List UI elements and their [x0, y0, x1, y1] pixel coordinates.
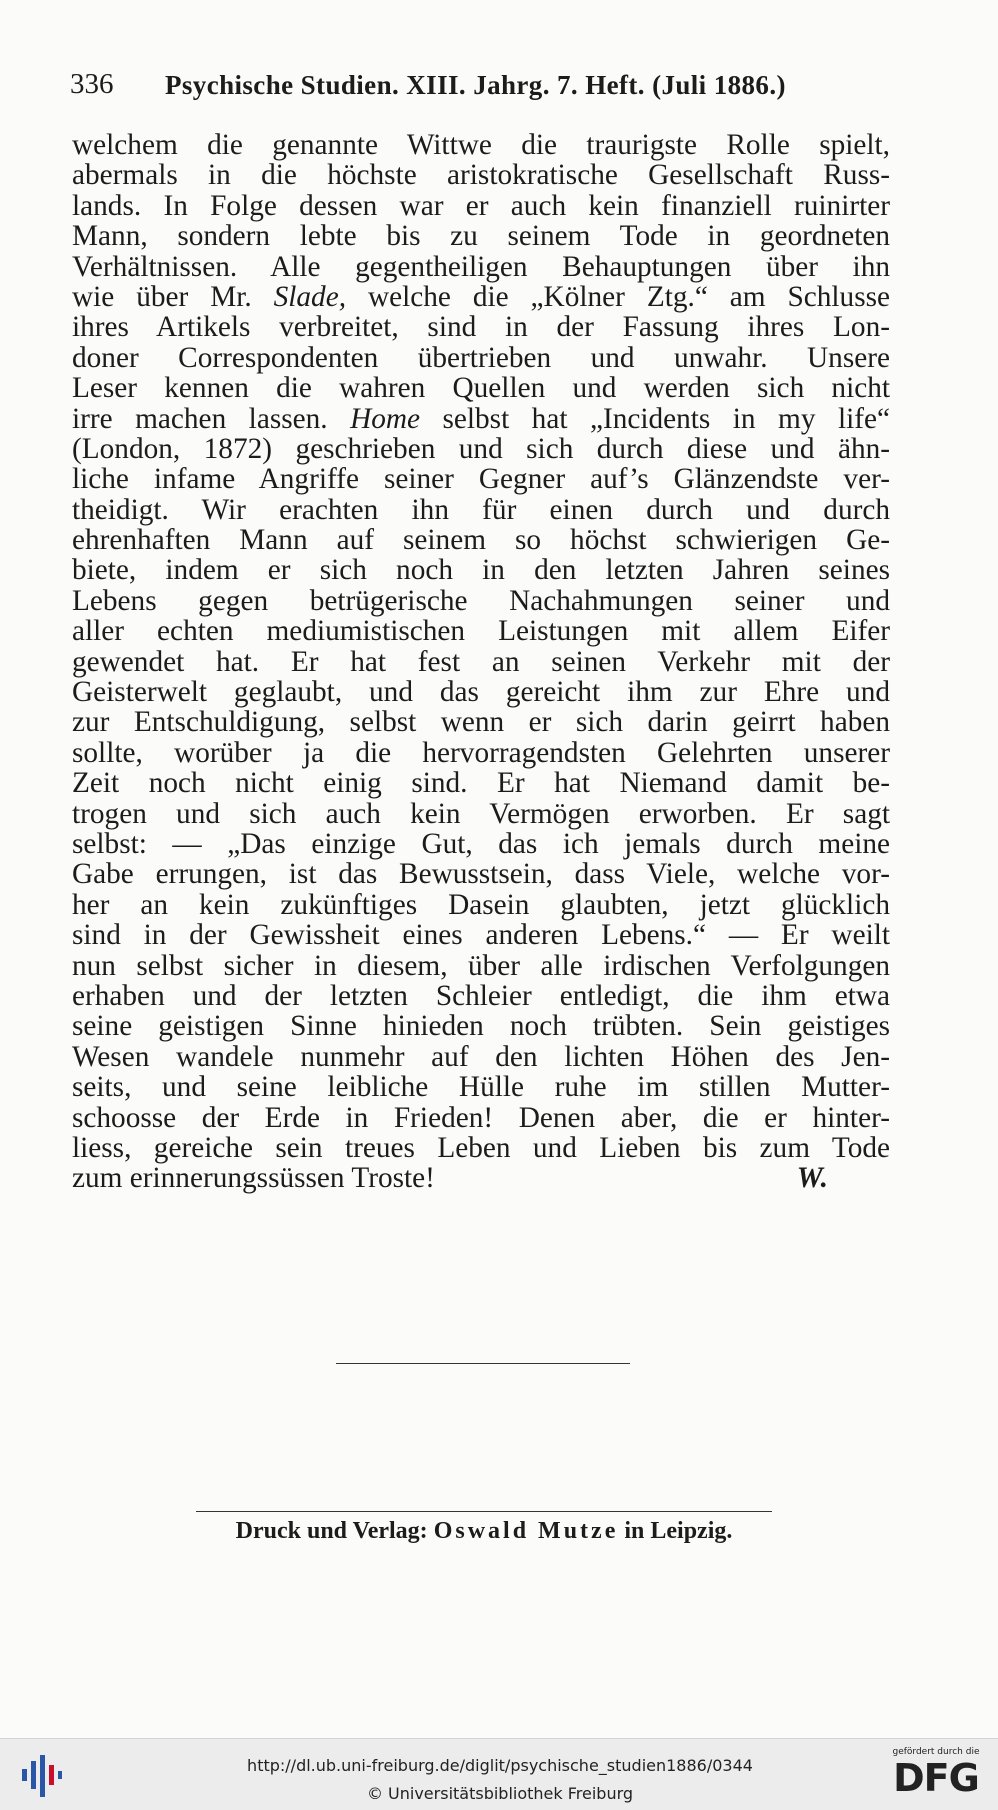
running-header [70, 68, 850, 108]
text-line [72, 799, 890, 829]
text-run: aller echten mediumistischen Leistungen mit allem Eifer [72, 615, 890, 648]
running-title: Psychische Studien. XIII. Jahrg. 7. Heft. (Juli 1886.) [165, 70, 786, 100]
text-line [72, 586, 890, 616]
article-body [72, 130, 890, 1194]
text-run: seine geistigen Sinne hinieden noch trübten. Sein geistiges [72, 1010, 890, 1043]
text-run: biete, indem er sich noch in den letzten Jahren seines [72, 554, 890, 587]
text-run: wie über Mr. [72, 280, 274, 313]
text-run: schoosse der Erde in Frieden! Denen aber, die er hinter- [72, 1101, 890, 1134]
text-run: irre machen lassen. [72, 402, 351, 435]
text-run: sind in der Gewissheit eines anderen Lebens.“ — Er weilt [72, 919, 890, 952]
text-line [72, 859, 890, 889]
imprint-suffix: in Leipzig. [618, 1518, 733, 1544]
text-run: welche die „Kölner Ztg.“ am Schlusse [346, 280, 890, 313]
italic-name: Slade, [273, 280, 347, 313]
source-url-link[interactable]: http://dl.ub.uni-freiburg.de/diglit/psychische_studien1886/0344 [247, 1756, 753, 1775]
text-line [72, 191, 890, 221]
text-line [72, 768, 890, 798]
text-run: trogen und sich auch kein Vermögen erworben. Er sagt [72, 797, 890, 830]
text-run: Wesen wandele nunmehr auf den lichten Höhen des Jen- [72, 1040, 890, 1073]
text-run: sollte, worüber ja die hervorragendsten Gelehrten unserer [72, 736, 890, 769]
text-line [72, 1133, 890, 1163]
section-divider [336, 1363, 630, 1364]
text-line [72, 738, 890, 768]
text-line [72, 130, 890, 160]
text-line [72, 373, 890, 403]
text-run: liess, gereiche sein treues Leben und Lieben bis zum Tode [72, 1131, 890, 1164]
copyright-notice: © Universitätsbibliothek Freiburg [366, 1784, 634, 1803]
text-run: seits, und seine leibliche Hülle ruhe im stillen Mutter- [72, 1071, 890, 1104]
text-run: ehrenhaften Mann auf seinem so höchst schwierigen Ge- [72, 524, 890, 557]
text-run: her an kein zukünftiges Dasein glaubten, jetzt glücklich [72, 888, 890, 921]
text-line [72, 282, 890, 312]
italic-name: Home [350, 402, 421, 435]
text-run: doner Correspondenten übertrieben und unwahr. Unsere [72, 341, 890, 374]
text-run: zum erinnerungssüssen Troste! [72, 1162, 435, 1195]
text-run: lands. In Folge dessen war er auch kein finanziell ruinirter [72, 189, 890, 222]
text-run: Mann, sondern lebte bis zu seinem Tode in geordneten [72, 220, 890, 253]
text-run: Geisterwelt geglaubt, und das gereicht ihm zur Ehre und [72, 676, 890, 709]
dfg-logo-text: DFG [893, 1756, 979, 1800]
text-line [72, 1042, 890, 1072]
text-run: selbst: — „Das einzige Gut, das ich jemals durch meine [72, 827, 890, 860]
text-line [72, 707, 890, 737]
text-line [72, 920, 890, 950]
text-run: Gabe errungen, ist das Bewusstsein, dass Viele, welche vor- [72, 858, 890, 891]
text-run: Leser kennen die wahren Quellen und werden sich nicht [72, 372, 890, 405]
text-line [72, 252, 890, 282]
text-line [72, 343, 890, 373]
text-run: (London, 1872) geschrieben und sich durch diese und ähn- [72, 432, 890, 465]
text-run: welchem die genannte Wittwe die traurigste Rolle spielt, [72, 129, 890, 161]
text-line [72, 616, 890, 646]
text-line [72, 951, 890, 981]
text-line [72, 404, 890, 434]
text-line [72, 1011, 890, 1041]
text-run: liche infame Angriffe seiner Gegner auf’s Glänzendste ver- [72, 463, 890, 496]
text-run: Zeit noch nicht einig sind. Er hat Niemand damit be- [72, 767, 890, 800]
text-line [72, 525, 890, 555]
text-line [72, 555, 890, 585]
text-line [72, 312, 890, 342]
text-run: nun selbst sicher in diesem, über alle irdischen Verfolgungen [72, 949, 890, 982]
text-run: gewendet hat. Er hat fest an seinen Verkehr mit der [72, 645, 890, 678]
text-line [72, 495, 890, 525]
text-line [72, 1072, 890, 1102]
text-line [72, 1103, 890, 1133]
text-line [72, 160, 890, 190]
text-line [72, 677, 890, 707]
author-signature: W. [796, 1162, 828, 1195]
text-line [72, 221, 890, 251]
text-line [72, 981, 890, 1011]
text-run: theidigt. Wir erachten ihn für einen durch und durch [72, 493, 890, 526]
text-run: erhaben und der letzten Schleier entledigt, die ihm etwa [72, 979, 890, 1012]
text-line [72, 1163, 890, 1193]
dfg-funded-label: gefördert durch die [892, 1747, 980, 1757]
viewer-footer [0, 1738, 998, 1810]
text-line [72, 829, 890, 859]
ub-freiburg-logo-icon[interactable] [20, 1753, 64, 1799]
page-number: 336 [70, 68, 114, 100]
text-run: selbst hat „Incidents in my life“ [420, 402, 890, 435]
text-line [72, 647, 890, 677]
text-run: abermals in die höchste aristokratische Gesellschaft Russ- [72, 159, 890, 192]
imprint-prefix: Druck und Verlag: [235, 1518, 434, 1544]
text-line [72, 434, 890, 464]
imprint-publisher: Oswald Mutze [433, 1518, 619, 1544]
text-line [72, 890, 890, 920]
text-run: ihres Artikels verbreitet, sind in der Fassung ihres Lon- [72, 311, 890, 344]
dfg-logo[interactable] [880, 1747, 992, 1805]
imprint-rule [196, 1511, 772, 1512]
text-run: Verhältnissen. Alle gegentheiligen Behauptungen über ihn [72, 250, 890, 283]
text-run: Lebens gegen betrügerische Nachahmungen seiner und [72, 584, 890, 617]
text-line [72, 464, 890, 494]
text-run: zur Entschuldigung, selbst wenn er sich darin geirrt haben [72, 706, 890, 739]
imprint [196, 1518, 772, 1545]
